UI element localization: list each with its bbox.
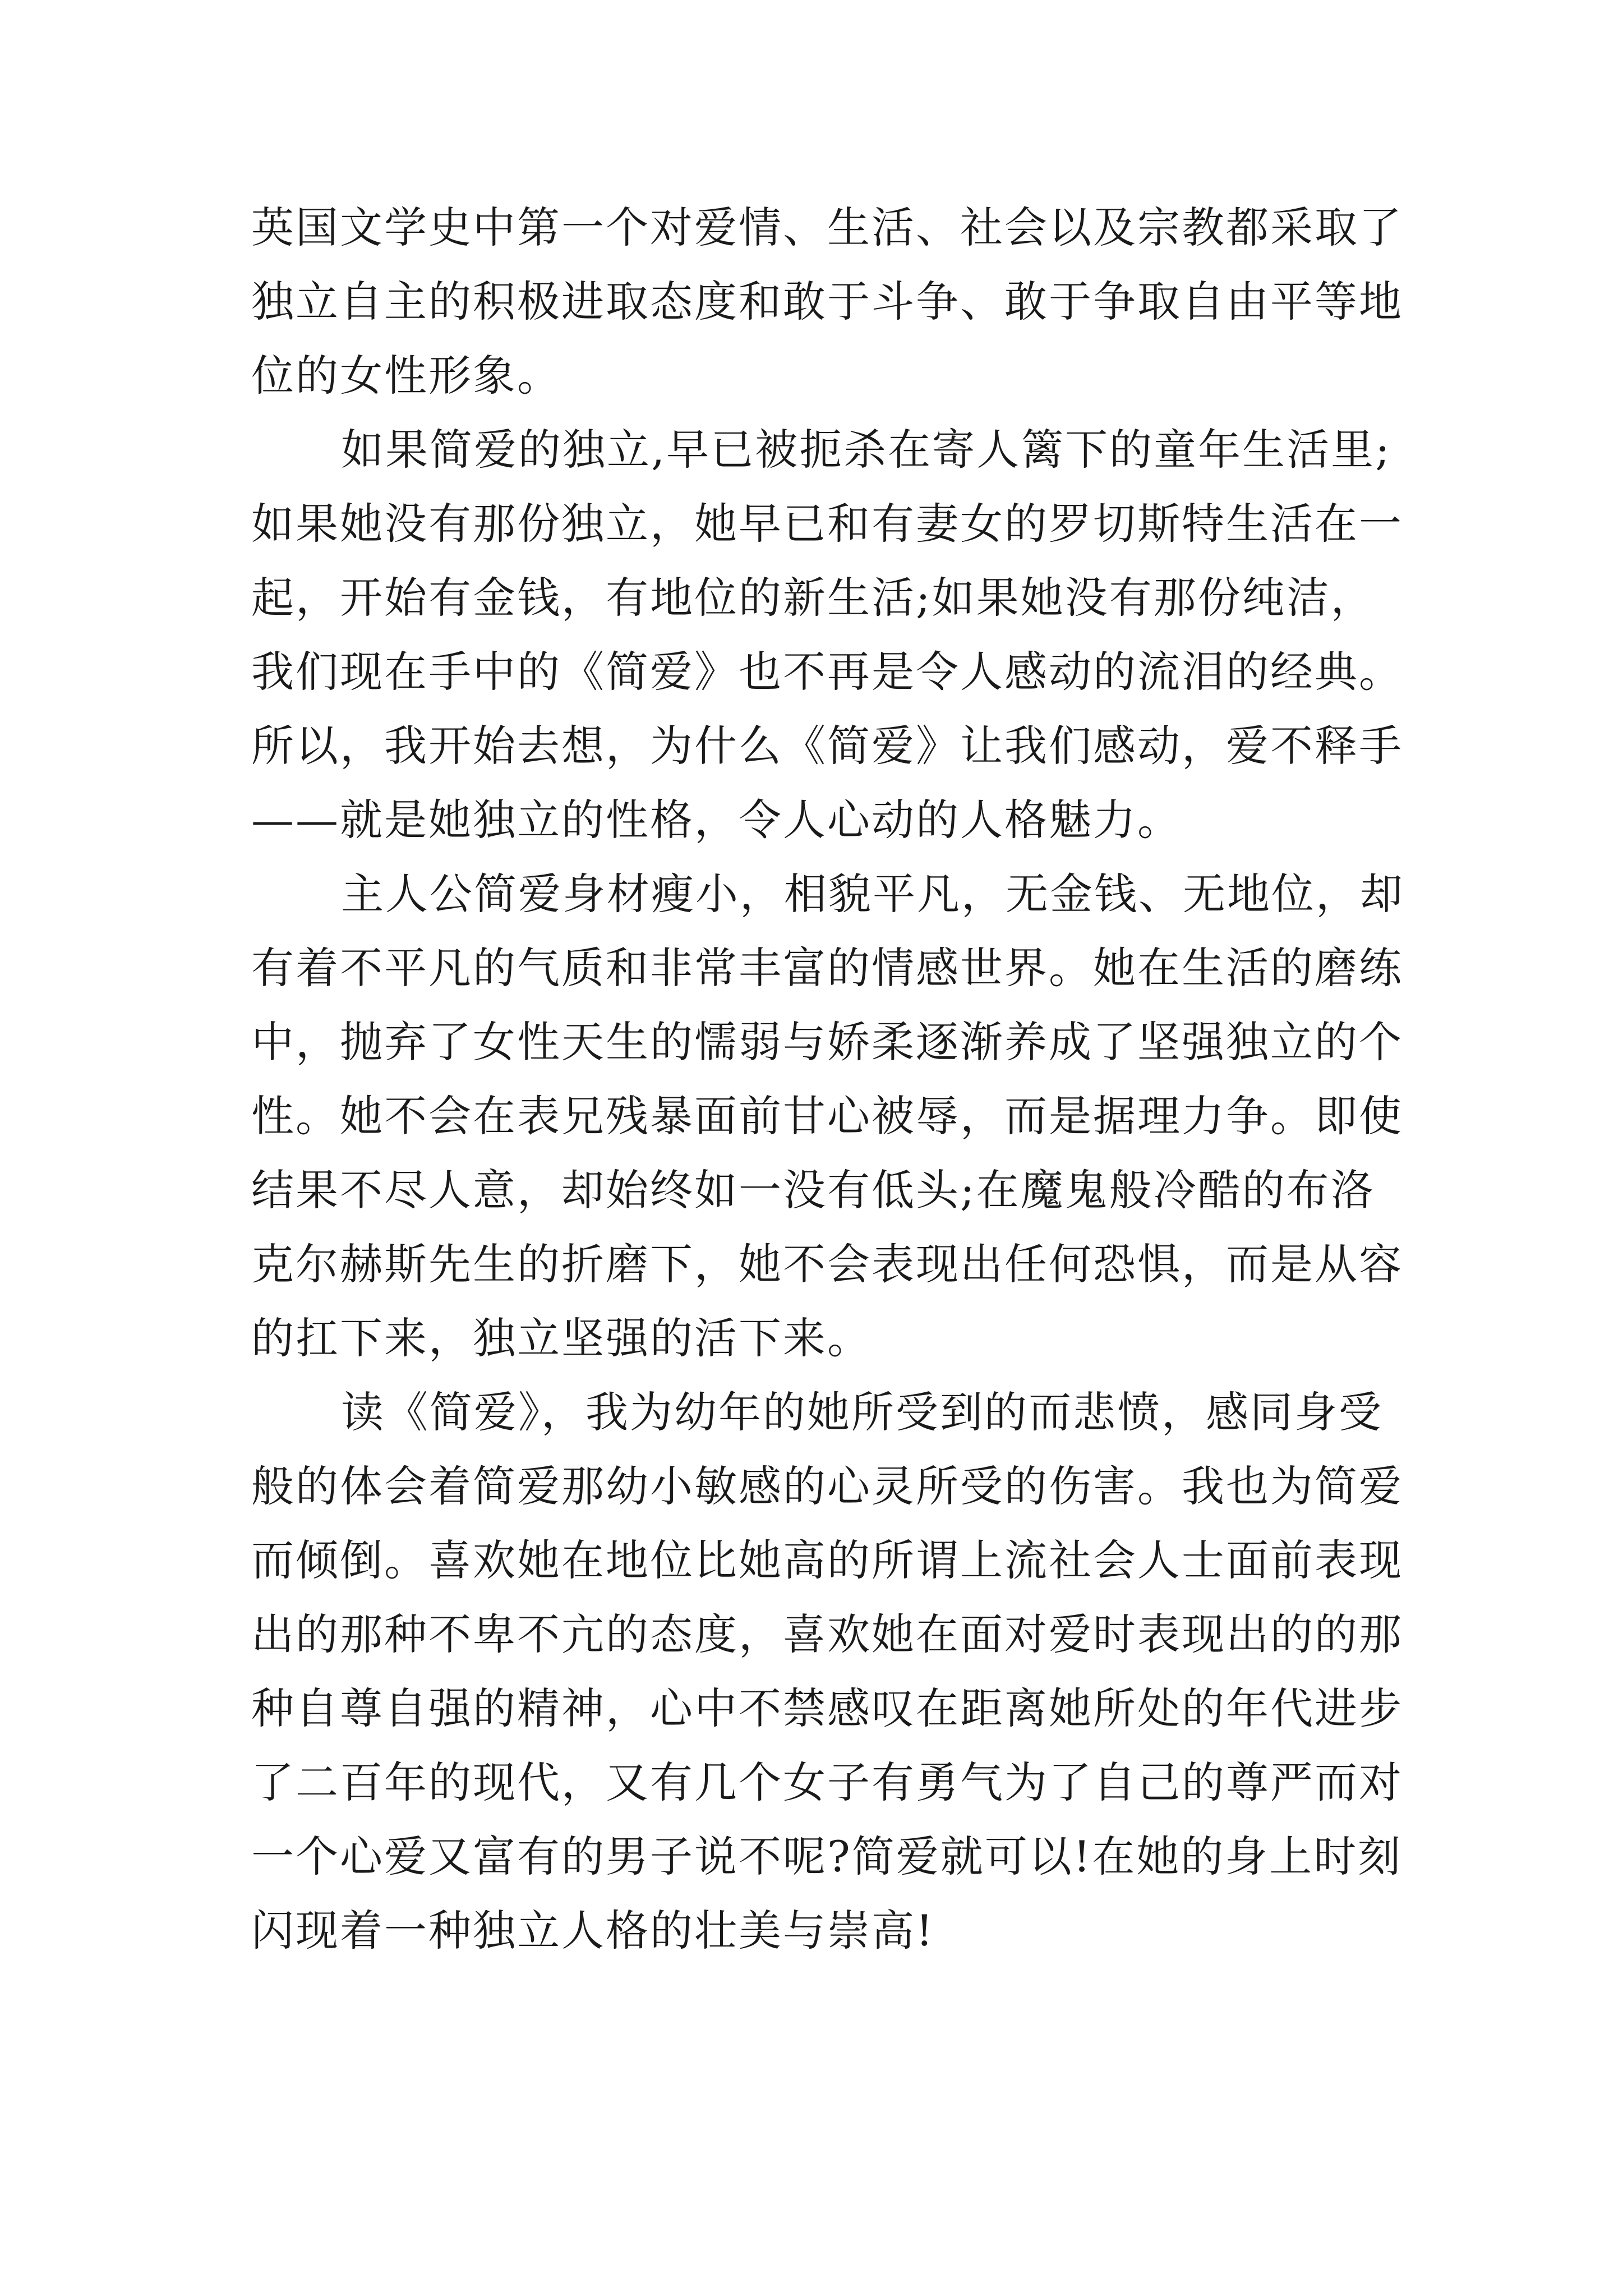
text-line: 读《简爱》，我为幼年的她所受到的而悲愤，感同身受 xyxy=(341,1387,1383,1437)
text-line: 种自尊自强的精神，心中不禁感叹在距离她所处的年代进步 xyxy=(251,1683,1403,1733)
text-line: 结果不尽人意，却始终如一没有低头;在魔鬼般冷酷的布洛 xyxy=(251,1165,1375,1215)
text-line: 有着不平凡的气质和非常丰富的情感世界。她在生活的磨练 xyxy=(251,943,1403,993)
text-line: 如果她没有那份独立，她早已和有妻女的罗切斯特生活在一 xyxy=(251,499,1403,549)
text-line: 般的体会着简爱那幼小敏感的心灵所受的伤害。我也为简爱 xyxy=(251,1461,1403,1511)
text-line: 位的女性形象。 xyxy=(251,351,561,401)
text-line: 主人公简爱身材瘦小，相貌平凡，无金钱、无地位，却 xyxy=(341,869,1404,919)
text-line: 如果简爱的独立,早已被扼杀在寄人篱下的童年生活里; xyxy=(341,425,1391,475)
text-line: 一个心爱又富有的男子说不呢?简爱就可以!在她的身上时刻 xyxy=(251,1832,1403,1881)
text-line: 起，开始有金钱，有地位的新生活;如果她没有那份纯洁， xyxy=(251,573,1375,623)
text-line: 独立自主的积极进取态度和敢于斗争、敢于争取自由平等地 xyxy=(251,277,1403,326)
text-line: 的扛下来，独立坚强的活下来。 xyxy=(251,1313,872,1363)
text-line: 我们现在手中的《简爱》也不再是令人感动的流泪的经典。 xyxy=(251,647,1403,697)
text-line: 英国文学史中第一个对爱情、生活、社会以及宗教都采取了 xyxy=(251,203,1403,252)
text-line: 闪现着一种独立人格的壮美与崇高! xyxy=(251,1906,935,1955)
text-line: 而倾倒。喜欢她在地位比她高的所谓上流社会人士面前表现 xyxy=(251,1535,1403,1585)
text-line: 性。她不会在表兄残暴面前甘心被辱，而是据理力争。即使 xyxy=(251,1091,1403,1141)
text-line: 所以，我开始去想，为什么《简爱》让我们感动，爱不释手 xyxy=(251,721,1403,771)
text-line: 克尔赫斯先生的折磨下，她不会表现出任何恐惧，而是从容 xyxy=(251,1239,1403,1289)
text-line: 中，抛弃了女性天生的懦弱与娇柔逐渐养成了坚强独立的个 xyxy=(251,1017,1403,1067)
body-text xyxy=(251,191,1404,1968)
text-line: 了二百年的现代，又有几个女子有勇气为了自己的尊严而对 xyxy=(251,1757,1403,1807)
text-line: ——就是她独立的性格，令人心动的人格魅力。 xyxy=(251,795,1182,845)
text-line: 出的那种不卑不亢的态度，喜欢她在面对爱时表现出的的那 xyxy=(251,1609,1403,1659)
